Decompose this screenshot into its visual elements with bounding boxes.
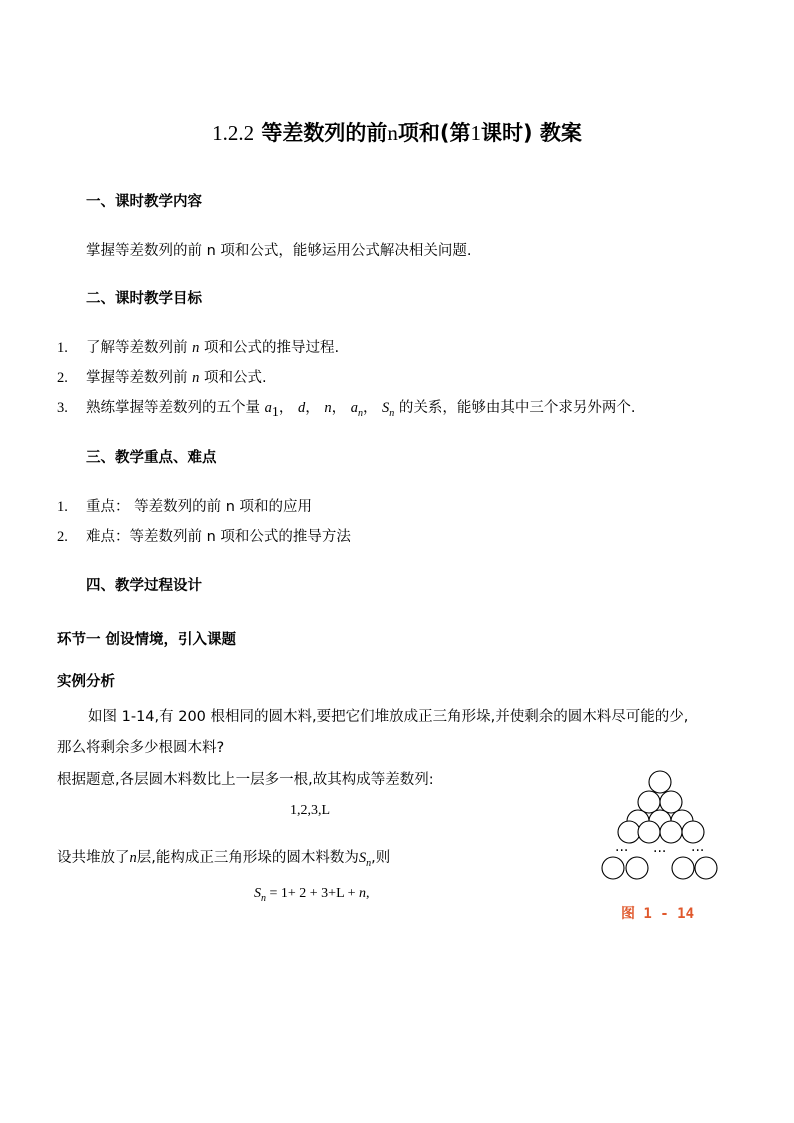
section-heading-1: 一、课时教学内容 <box>86 194 202 210</box>
sequence-formula: 1,2,3,L <box>290 803 331 818</box>
example-paragraph-1: 如图 1-14,有 200 根相同的圆木料,要把它们堆放成正三角形垛,并使剩余的圆木料尽可能的少, <box>88 709 689 725</box>
example-paragraph-1b: 那么将剩余多少根圆木料? <box>57 740 225 756</box>
keypoint-item-2: 2. 难点：等差数列前 n 项和公式的推导方法 <box>57 529 351 545</box>
ellipsis-left: ··· <box>615 843 629 859</box>
goal-item-3: 3. 熟练掌握等差数列的五个量 $a_1$， d， n， $a_n$， $S_n$ 的关系，能够由其中三个求另外两个. <box>57 400 636 420</box>
example-paragraph-2: 根据题意,各层圆木料数比上一层多一根,故其构成等差数列: <box>57 772 434 788</box>
stage-1-heading: 环节一 创设情境，引入课题 <box>57 632 237 648</box>
log-pile-figure <box>596 765 726 880</box>
section-1-text: 掌握等差数列的前 n 项和公式，能够运用公式解决相关问题. <box>86 243 472 259</box>
ellipsis-middle: ··· <box>653 844 667 860</box>
section-heading-4: 四、教学过程设计 <box>86 578 202 594</box>
goal-item-1: 1. 了解等差数列前 n 项和公式的推导过程. <box>57 340 340 356</box>
keypoint-item-1: 1. 重点： 等差数列的前 n 项和的应用 <box>57 499 313 515</box>
sum-formula: $S_n = 1+ 2 + 3+L + n$, <box>254 886 370 904</box>
figure-caption: 图 1 - 14 <box>621 906 695 922</box>
example-heading: 实例分析 <box>57 674 115 690</box>
page-title: 1.2.2 等差数列的前n项和(第1课时) 教案 <box>212 121 582 145</box>
section-heading-2: 二、课时教学目标 <box>86 291 202 307</box>
goal-item-2: 2. 掌握等差数列前 n 项和公式. <box>57 370 267 386</box>
section-heading-3: 三、教学重点、难点 <box>86 450 217 466</box>
example-paragraph-3: 设共堆放了n层,能构成正三角形垛的圆木料数为$S_n$,则 <box>57 850 391 869</box>
ellipsis-right: ··· <box>691 843 705 859</box>
